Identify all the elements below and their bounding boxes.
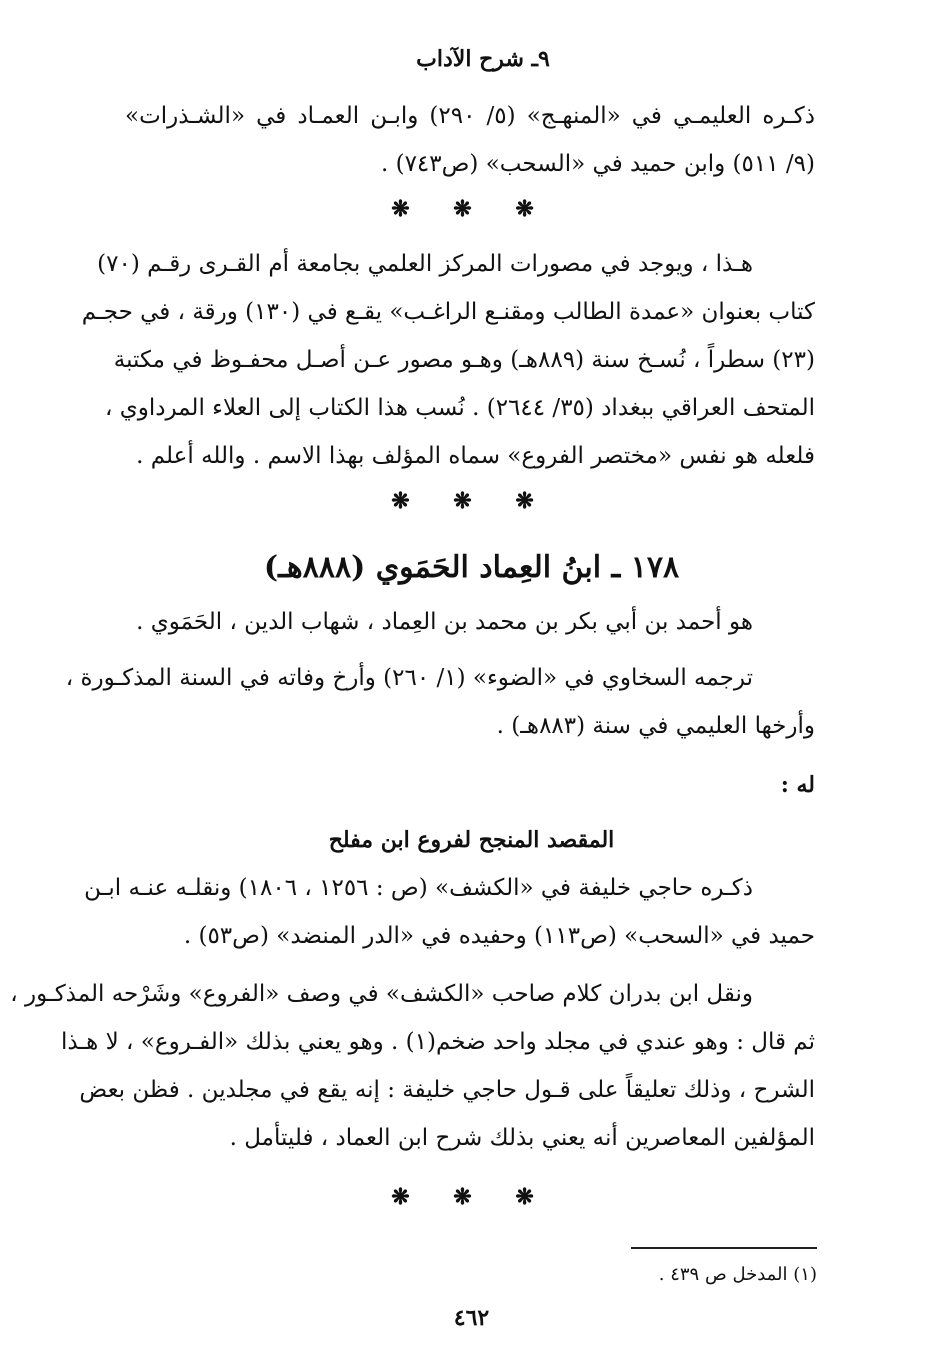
text-line: كتاب بعنوان «عمدة الطالب ومقنـع الراغـب» يقـع في (١٣٠) ورقة ، في حجـم — [81, 299, 815, 325]
text-line: فلعله هو نفس «مختصر الفروع» سماه المؤلف بهذا الاسم . والله أعلم . — [136, 443, 815, 469]
text-line: الشرح ، وذلك تعليقاً على قـول حاجي خليفة : إنه يقع في مجلدين . فظن بعض — [79, 1077, 815, 1103]
paragraph-6 — [10, 970, 815, 1162]
text-line: ذكـره حاجي خليفة في «الكشف» (ص : ١٢٥٦ ، ١٨٠٦) ونقلـه عنـه ابـن — [84, 875, 753, 901]
lahu-label: له : — [780, 772, 815, 798]
text-line: ترجمه السخاوي في «الضوء» (١/ ٢٦٠) وأرخ وفاته في السنة المذكـورة ، — [65, 665, 753, 691]
text-line: هـذا ، ويوجد في مصورات المركز العلمي بجامعة أم القـرى رقـم (٧٠) — [97, 251, 753, 277]
text-line: حميد في «السحب» (ص١١٣) وحفيده في «الدر المنضد» (ص٥٣) . — [183, 923, 815, 949]
separator-stars: ❋ ❋ ❋ — [391, 488, 552, 514]
separator-stars: ❋ ❋ ❋ — [391, 196, 552, 222]
paragraph-4 — [65, 654, 815, 750]
section-heading: ٩ـ شرح الآداب — [416, 46, 550, 72]
text-line: (٩/ ٥١١) وابن حميد في «السحب» (ص٧٤٣) . — [380, 151, 815, 177]
footnote-rule — [631, 1247, 817, 1249]
entry-title: ١٧٨ ـ ابنُ العِماد الحَمَوي (٨٨٨هـ) — [263, 550, 680, 585]
text-line: هو أحمد بن أبي بكر بن محمد بن العِماد ، شهاب الدين ، الحَمَوي . — [136, 609, 753, 635]
text-line: ونقل ابن بدران كلام صاحب «الكشف» في وصف «الفروع» وشَرْحه المذكـور ، — [10, 981, 753, 1007]
text-line: المؤلفين المعاصرين أنه يعني بذلك شرح ابن العماد ، فليتأمل . — [229, 1125, 815, 1151]
paragraph-3 — [125, 598, 815, 646]
text-line: وأرخها العليمي في سنة (٨٨٣هـ) . — [496, 713, 815, 739]
text-line: المتحف العراقي ببغداد (٣٥/ ٢٦٤٤) . نُسب هذا الكتاب إلى العلاء المرداوي ، — [104, 395, 815, 421]
paragraph-2 — [81, 240, 815, 480]
footnote: (١) المدخل ص ٤٣٩ . — [658, 1264, 817, 1285]
page-number: ٤٦٢ — [453, 1305, 490, 1331]
book-title: المقصد المنجح لفروع ابن مفلح — [328, 827, 615, 853]
paragraph-5 — [84, 864, 815, 960]
text-line: ذكـره العليمـي في «المنهـج» (٥/ ٢٩٠) وابـن العمـاد في «الشـذرات» — [125, 103, 815, 129]
paragraph-1 — [125, 92, 815, 188]
separator-stars: ❋ ❋ ❋ — [391, 1184, 552, 1210]
text-line: ثم قال : وهو عندي في مجلد واحد ضخم(١) . وهو يعني بذلك «الفـروع» ، لا هـذا — [60, 1029, 815, 1055]
text-line: (٢٣) سطراً ، نُسـخ سنة (٨٨٩هـ) وهـو مصور عـن أصـل محفـوظ في مكتبة — [113, 347, 815, 373]
